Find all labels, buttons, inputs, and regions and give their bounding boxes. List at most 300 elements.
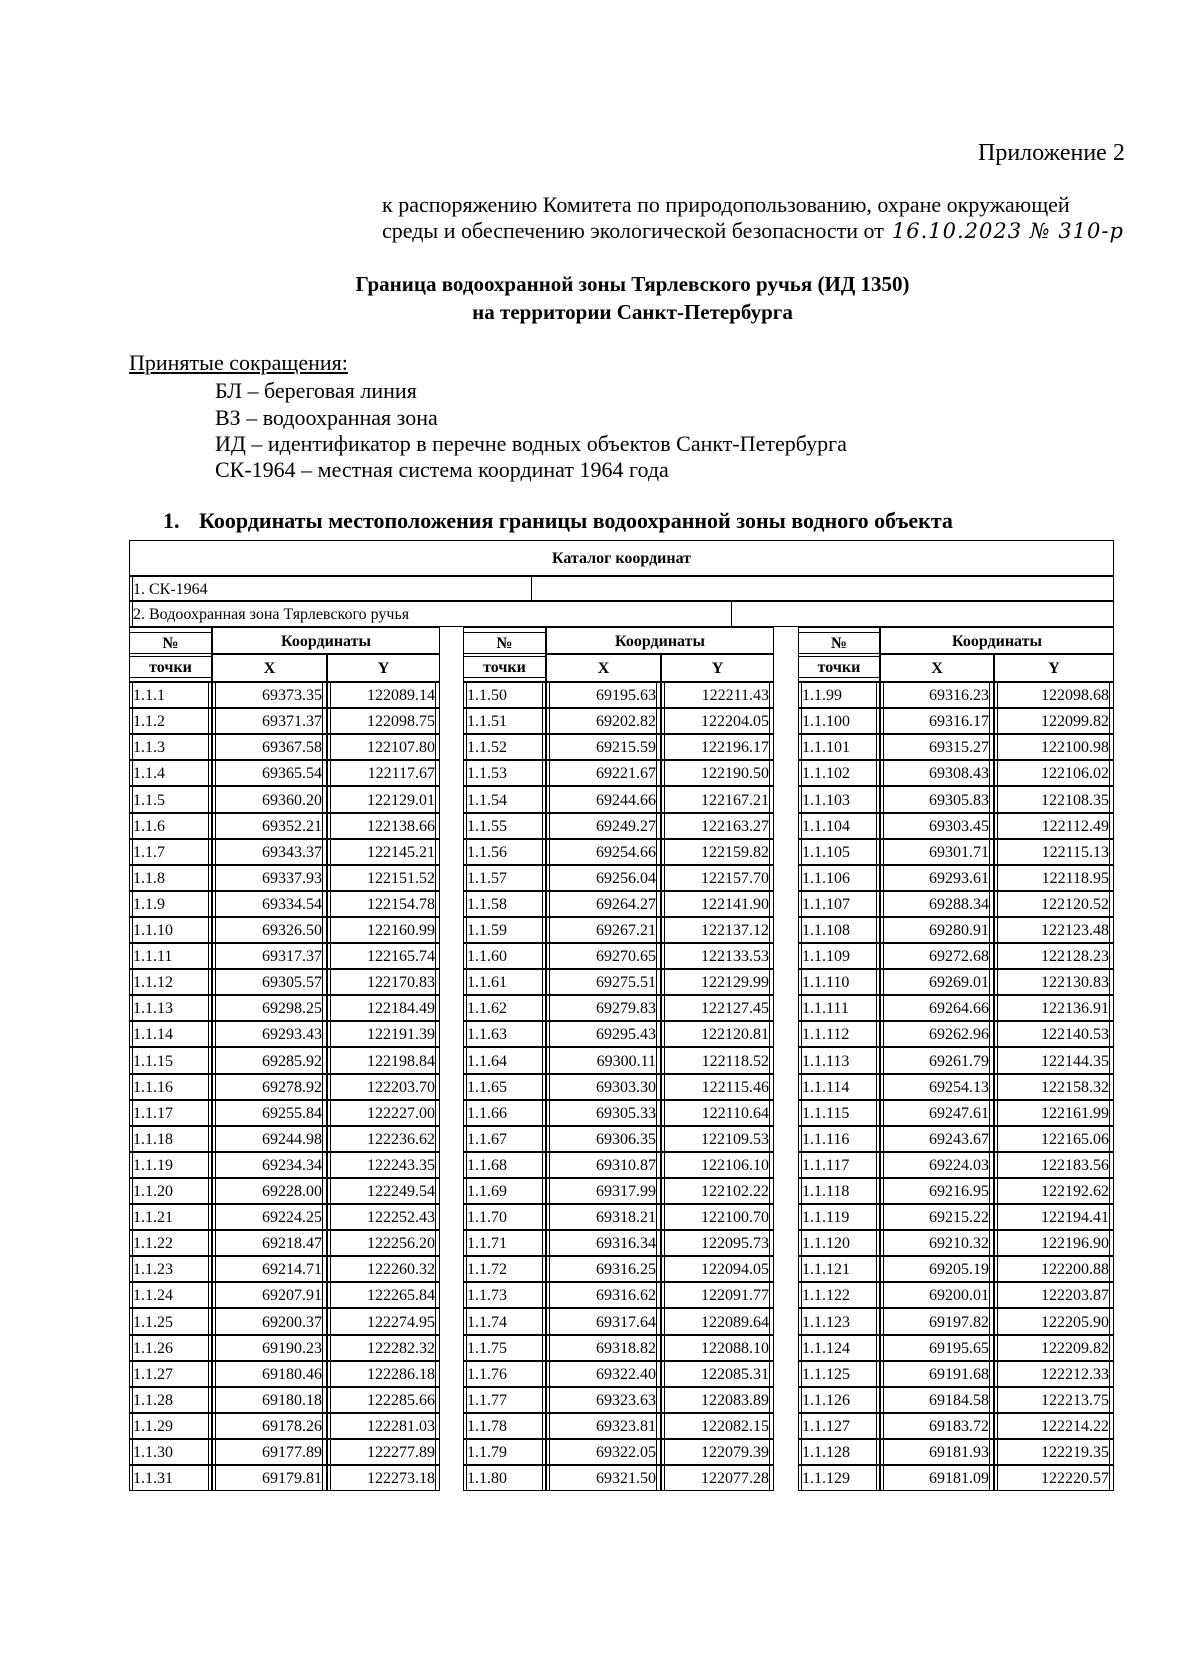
point-id: 1.1.12 (132, 969, 209, 995)
header-point-label: точки (129, 656, 212, 678)
x-coordinate: 69270.65 (549, 943, 657, 969)
y-coordinate: 122110.64 (664, 1100, 770, 1126)
point-id: 1.1.6 (132, 813, 209, 839)
point-id: 1.1.65 (466, 1074, 543, 1100)
y-coordinate: 122196.17 (664, 734, 770, 760)
point-id: 1.1.10 (132, 917, 209, 943)
point-id: 1.1.55 (466, 813, 543, 839)
x-coordinate: 69215.22 (883, 1204, 990, 1230)
y-coordinate: 122082.15 (664, 1413, 770, 1439)
x-coordinate: 69269.01 (883, 969, 990, 995)
x-coordinate: 69177.89 (215, 1439, 323, 1465)
y-coordinate: 122136.91 (997, 995, 1110, 1021)
point-id: 1.1.72 (466, 1256, 543, 1282)
handwritten-date: 16.10.2023 № 310-р (891, 219, 1124, 243)
x-coordinate: 69310.87 (549, 1152, 657, 1178)
x-coordinate: 69183.72 (883, 1413, 990, 1439)
x-coordinate: 69316.25 (549, 1256, 657, 1282)
y-coordinate: 122118.95 (997, 865, 1110, 891)
x-coordinate: 69243.67 (883, 1126, 990, 1152)
point-id: 1.1.68 (466, 1152, 543, 1178)
point-id: 1.1.120 (801, 1230, 877, 1256)
y-coordinate: 122161.99 (997, 1100, 1110, 1126)
point-id: 1.1.110 (801, 969, 877, 995)
y-coordinate: 122256.20 (330, 1230, 436, 1256)
x-coordinate: 69180.46 (215, 1361, 323, 1387)
document-title-line-1: Граница водоохранной зоны Тярлевского ручья (ИД 1350) (355, 272, 910, 296)
x-coordinate: 69300.11 (549, 1047, 657, 1074)
x-coordinate: 69179.81 (215, 1465, 323, 1491)
y-coordinate: 122204.05 (664, 708, 770, 734)
y-coordinate: 122144.35 (997, 1047, 1110, 1074)
x-coordinate: 69256.04 (549, 865, 657, 891)
header-x: X (212, 654, 327, 682)
x-coordinate: 69254.66 (549, 839, 657, 865)
y-coordinate: 122129.01 (330, 786, 436, 813)
point-id: 1.1.13 (132, 995, 209, 1021)
y-coordinate: 122281.03 (330, 1413, 436, 1439)
y-coordinate: 122265.84 (330, 1282, 436, 1308)
header-coordinates: Координаты (880, 627, 1114, 654)
point-id: 1.1.78 (466, 1413, 543, 1439)
point-id: 1.1.66 (466, 1100, 543, 1126)
y-coordinate: 122089.14 (330, 682, 436, 708)
point-id: 1.1.30 (132, 1439, 209, 1465)
point-id: 1.1.15 (132, 1047, 209, 1074)
point-id: 1.1.79 (466, 1439, 543, 1465)
y-coordinate: 122260.32 (330, 1256, 436, 1282)
x-coordinate: 69352.21 (215, 813, 323, 839)
abbreviation-item: БЛ – береговая линия (215, 378, 417, 403)
point-id: 1.1.70 (466, 1204, 543, 1230)
x-coordinate: 69195.63 (549, 682, 657, 708)
y-coordinate: 122102.22 (664, 1178, 770, 1204)
y-coordinate: 122282.32 (330, 1335, 436, 1361)
point-id: 1.1.100 (801, 708, 877, 734)
point-id: 1.1.67 (466, 1126, 543, 1152)
y-coordinate: 122128.23 (997, 943, 1110, 969)
x-coordinate: 69303.45 (883, 813, 990, 839)
x-coordinate: 69180.18 (215, 1387, 323, 1413)
x-coordinate: 69181.09 (883, 1465, 990, 1491)
point-id: 1.1.57 (466, 865, 543, 891)
y-coordinate: 122191.39 (330, 1021, 436, 1047)
y-coordinate: 122183.56 (997, 1152, 1110, 1178)
point-id: 1.1.2 (132, 708, 209, 734)
y-coordinate: 122154.78 (330, 891, 436, 917)
x-coordinate: 69264.66 (883, 995, 990, 1021)
point-id: 1.1.7 (132, 839, 209, 865)
point-id: 1.1.102 (801, 760, 877, 786)
point-id: 1.1.11 (132, 943, 209, 969)
y-coordinate: 122123.48 (997, 917, 1110, 943)
header-no-symbol: № (798, 632, 880, 654)
x-coordinate: 69321.50 (549, 1465, 657, 1491)
y-coordinate: 122249.54 (330, 1178, 436, 1204)
point-id: 1.1.127 (801, 1413, 877, 1439)
y-coordinate: 122118.52 (664, 1047, 770, 1074)
x-coordinate: 69207.91 (215, 1282, 323, 1308)
x-coordinate: 69190.23 (215, 1335, 323, 1361)
x-coordinate: 69224.03 (883, 1152, 990, 1178)
x-coordinate: 69316.62 (549, 1282, 657, 1308)
y-coordinate: 122167.21 (664, 786, 770, 813)
x-coordinate: 69373.35 (215, 682, 323, 708)
point-id: 1.1.71 (466, 1230, 543, 1256)
x-coordinate: 69228.00 (215, 1178, 323, 1204)
x-coordinate: 69197.82 (883, 1308, 990, 1335)
point-id: 1.1.56 (466, 839, 543, 865)
point-id: 1.1.51 (466, 708, 543, 734)
y-coordinate: 122109.53 (664, 1126, 770, 1152)
x-coordinate: 69323.81 (549, 1413, 657, 1439)
y-coordinate: 122108.35 (997, 786, 1110, 813)
point-id: 1.1.115 (801, 1100, 877, 1126)
y-coordinate: 122286.18 (330, 1361, 436, 1387)
x-coordinate: 69334.54 (215, 891, 323, 917)
point-id: 1.1.28 (132, 1387, 209, 1413)
point-id: 1.1.22 (132, 1230, 209, 1256)
y-coordinate: 122205.90 (997, 1308, 1110, 1335)
y-coordinate: 122100.98 (997, 734, 1110, 760)
x-coordinate: 69255.84 (215, 1100, 323, 1126)
x-coordinate: 69195.65 (883, 1335, 990, 1361)
y-coordinate: 122192.62 (997, 1178, 1110, 1204)
x-coordinate: 69200.01 (883, 1282, 990, 1308)
x-coordinate: 69295.43 (549, 1021, 657, 1047)
point-id: 1.1.50 (466, 682, 543, 708)
point-id: 1.1.99 (801, 682, 877, 708)
y-coordinate: 122095.73 (664, 1230, 770, 1256)
y-coordinate: 122117.67 (330, 760, 436, 786)
y-coordinate: 122079.39 (664, 1439, 770, 1465)
point-id: 1.1.113 (801, 1047, 877, 1074)
x-coordinate: 69205.19 (883, 1256, 990, 1282)
y-coordinate: 122200.88 (997, 1256, 1110, 1282)
point-id: 1.1.129 (801, 1465, 877, 1491)
point-id: 1.1.14 (132, 1021, 209, 1047)
x-coordinate: 69267.21 (549, 917, 657, 943)
x-coordinate: 69308.43 (883, 760, 990, 786)
y-coordinate: 122115.46 (664, 1074, 770, 1100)
x-coordinate: 69367.58 (215, 734, 323, 760)
y-coordinate: 122196.90 (997, 1230, 1110, 1256)
x-coordinate: 69323.63 (549, 1387, 657, 1413)
x-coordinate: 69210.32 (883, 1230, 990, 1256)
point-id: 1.1.101 (801, 734, 877, 760)
x-coordinate: 69244.98 (215, 1126, 323, 1152)
point-id: 1.1.126 (801, 1387, 877, 1413)
y-coordinate: 122212.33 (997, 1361, 1110, 1387)
header-no-symbol: № (463, 632, 546, 654)
y-coordinate: 122088.10 (664, 1335, 770, 1361)
x-coordinate: 69343.37 (215, 839, 323, 865)
header-y: Y (327, 654, 440, 682)
x-coordinate: 69264.27 (549, 891, 657, 917)
y-coordinate: 122133.53 (664, 943, 770, 969)
y-coordinate: 122211.43 (664, 682, 770, 708)
y-coordinate: 122083.89 (664, 1387, 770, 1413)
coordinate-system: 1. СК-1964 (132, 576, 532, 601)
y-coordinate: 122165.06 (997, 1126, 1110, 1152)
point-id: 1.1.5 (132, 786, 209, 813)
point-id: 1.1.17 (132, 1100, 209, 1126)
x-coordinate: 69303.30 (549, 1074, 657, 1100)
point-id: 1.1.1 (132, 682, 209, 708)
point-id: 1.1.8 (132, 865, 209, 891)
point-id: 1.1.80 (466, 1465, 543, 1491)
y-coordinate: 122184.49 (330, 995, 436, 1021)
y-coordinate: 122106.02 (997, 760, 1110, 786)
x-coordinate: 69278.92 (215, 1074, 323, 1100)
y-coordinate: 122227.00 (330, 1100, 436, 1126)
header-no-symbol: № (129, 632, 212, 654)
point-id: 1.1.114 (801, 1074, 877, 1100)
y-coordinate: 122157.70 (664, 865, 770, 891)
point-id: 1.1.123 (801, 1308, 877, 1335)
y-coordinate: 122138.66 (330, 813, 436, 839)
x-coordinate: 69315.27 (883, 734, 990, 760)
y-coordinate: 122158.32 (997, 1074, 1110, 1100)
x-coordinate: 69247.61 (883, 1100, 990, 1126)
y-coordinate: 122137.12 (664, 917, 770, 943)
y-coordinate: 122170.83 (330, 969, 436, 995)
point-id: 1.1.16 (132, 1074, 209, 1100)
point-id: 1.1.124 (801, 1335, 877, 1361)
x-coordinate: 69305.83 (883, 786, 990, 813)
x-coordinate: 69178.26 (215, 1413, 323, 1439)
y-coordinate: 122145.21 (330, 839, 436, 865)
x-coordinate: 69317.64 (549, 1308, 657, 1335)
order-reference-text: среды и обеспечению экологической безопасности от (382, 218, 884, 243)
y-coordinate: 122165.74 (330, 943, 436, 969)
point-id: 1.1.128 (801, 1439, 877, 1465)
header-coordinates: Координаты (212, 627, 440, 654)
x-coordinate: 69191.68 (883, 1361, 990, 1387)
header-coordinates: Координаты (546, 627, 774, 654)
x-coordinate: 69262.96 (883, 1021, 990, 1047)
point-id: 1.1.61 (466, 969, 543, 995)
x-coordinate: 69318.21 (549, 1204, 657, 1230)
point-id: 1.1.29 (132, 1413, 209, 1439)
header-y: Y (661, 654, 774, 682)
x-coordinate: 69215.59 (549, 734, 657, 760)
point-id: 1.1.31 (132, 1465, 209, 1491)
header-point-label: точки (798, 656, 880, 678)
abbreviation-item: ИД – идентификатор в перечне водных объектов Санкт-Петербурга (215, 431, 847, 456)
point-id: 1.1.21 (132, 1204, 209, 1230)
y-coordinate: 122120.81 (664, 1021, 770, 1047)
y-coordinate: 122203.70 (330, 1074, 436, 1100)
point-id: 1.1.112 (801, 1021, 877, 1047)
x-coordinate: 69306.35 (549, 1126, 657, 1152)
x-coordinate: 69322.05 (549, 1439, 657, 1465)
y-coordinate: 122190.50 (664, 760, 770, 786)
order-reference-line-1: к распоряжению Комитета по природопользованию, охране окружающей (382, 192, 1070, 217)
x-coordinate: 69216.95 (883, 1178, 990, 1204)
x-coordinate: 69200.37 (215, 1308, 323, 1335)
point-id: 1.1.20 (132, 1178, 209, 1204)
y-coordinate: 122077.28 (664, 1465, 770, 1491)
y-coordinate: 122220.57 (997, 1465, 1110, 1491)
point-id: 1.1.104 (801, 813, 877, 839)
x-coordinate: 69288.34 (883, 891, 990, 917)
point-id: 1.1.109 (801, 943, 877, 969)
y-coordinate: 122194.41 (997, 1204, 1110, 1230)
y-coordinate: 122285.66 (330, 1387, 436, 1413)
y-coordinate: 122151.52 (330, 865, 436, 891)
abbreviation-item: СК-1964 – местная система координат 1964 года (215, 457, 669, 482)
point-id: 1.1.122 (801, 1282, 877, 1308)
point-id: 1.1.63 (466, 1021, 543, 1047)
x-coordinate: 69337.93 (215, 865, 323, 891)
x-coordinate: 69305.57 (215, 969, 323, 995)
y-coordinate: 122127.45 (664, 995, 770, 1021)
x-coordinate: 69293.61 (883, 865, 990, 891)
point-id: 1.1.26 (132, 1335, 209, 1361)
x-coordinate: 69280.91 (883, 917, 990, 943)
y-coordinate: 122091.77 (664, 1282, 770, 1308)
y-coordinate: 122214.22 (997, 1413, 1110, 1439)
y-coordinate: 122141.90 (664, 891, 770, 917)
x-coordinate: 69184.58 (883, 1387, 990, 1413)
y-coordinate: 122219.35 (997, 1439, 1110, 1465)
point-id: 1.1.53 (466, 760, 543, 786)
x-coordinate: 69272.68 (883, 943, 990, 969)
y-coordinate: 122106.10 (664, 1152, 770, 1178)
point-id: 1.1.107 (801, 891, 877, 917)
y-coordinate: 122160.99 (330, 917, 436, 943)
x-coordinate: 69202.82 (549, 708, 657, 734)
zone-name: 2. Водоохранная зона Тярлевского ручья (132, 601, 732, 627)
x-coordinate: 69293.43 (215, 1021, 323, 1047)
y-coordinate: 122089.64 (664, 1308, 770, 1335)
point-id: 1.1.77 (466, 1387, 543, 1413)
catalog-title: Каталог координат (129, 540, 1114, 576)
point-id: 1.1.103 (801, 786, 877, 813)
y-coordinate: 122252.43 (330, 1204, 436, 1230)
point-id: 1.1.125 (801, 1361, 877, 1387)
document-title-line-2: на территории Санкт-Петербурга (472, 300, 793, 324)
point-id: 1.1.64 (466, 1047, 543, 1074)
header-x: X (546, 654, 661, 682)
x-coordinate: 69360.20 (215, 786, 323, 813)
x-coordinate: 69218.47 (215, 1230, 323, 1256)
x-coordinate: 69224.25 (215, 1204, 323, 1230)
x-coordinate: 69285.92 (215, 1047, 323, 1074)
x-coordinate: 69214.71 (215, 1256, 323, 1282)
point-id: 1.1.3 (132, 734, 209, 760)
point-id: 1.1.52 (466, 734, 543, 760)
x-coordinate: 69249.27 (549, 813, 657, 839)
y-coordinate: 122099.82 (997, 708, 1110, 734)
point-id: 1.1.116 (801, 1126, 877, 1152)
y-coordinate: 122236.62 (330, 1126, 436, 1152)
x-coordinate: 69371.37 (215, 708, 323, 734)
abbreviation-item: ВЗ – водоохранная зона (215, 405, 438, 430)
y-coordinate: 122209.82 (997, 1335, 1110, 1361)
x-coordinate: 69181.93 (883, 1439, 990, 1465)
x-coordinate: 69275.51 (549, 969, 657, 995)
header-point-label: точки (463, 656, 546, 678)
point-id: 1.1.19 (132, 1152, 209, 1178)
appendix-label: Приложение 2 (978, 140, 1125, 166)
point-id: 1.1.62 (466, 995, 543, 1021)
x-coordinate: 69234.34 (215, 1152, 323, 1178)
y-coordinate: 122107.80 (330, 734, 436, 760)
point-id: 1.1.117 (801, 1152, 877, 1178)
y-coordinate: 122273.18 (330, 1465, 436, 1491)
point-id: 1.1.54 (466, 786, 543, 813)
point-id: 1.1.75 (466, 1335, 543, 1361)
y-coordinate: 122277.89 (330, 1439, 436, 1465)
x-coordinate: 69301.71 (883, 839, 990, 865)
point-id: 1.1.108 (801, 917, 877, 943)
point-id: 1.1.59 (466, 917, 543, 943)
point-id: 1.1.73 (466, 1282, 543, 1308)
y-coordinate: 122213.75 (997, 1387, 1110, 1413)
y-coordinate: 122112.49 (997, 813, 1110, 839)
point-id: 1.1.69 (466, 1178, 543, 1204)
point-id: 1.1.58 (466, 891, 543, 917)
y-coordinate: 122098.68 (997, 682, 1110, 708)
point-id: 1.1.106 (801, 865, 877, 891)
point-id: 1.1.27 (132, 1361, 209, 1387)
y-coordinate: 122198.84 (330, 1047, 436, 1074)
y-coordinate: 122115.13 (997, 839, 1110, 865)
x-coordinate: 69322.40 (549, 1361, 657, 1387)
y-coordinate: 122100.70 (664, 1204, 770, 1230)
section-number: 1. (163, 508, 180, 533)
point-id: 1.1.60 (466, 943, 543, 969)
x-coordinate: 69365.54 (215, 760, 323, 786)
x-coordinate: 69244.66 (549, 786, 657, 813)
point-id: 1.1.74 (466, 1308, 543, 1335)
x-coordinate: 69326.50 (215, 917, 323, 943)
x-coordinate: 69221.67 (549, 760, 657, 786)
x-coordinate: 69318.82 (549, 1335, 657, 1361)
y-coordinate: 122129.99 (664, 969, 770, 995)
point-id: 1.1.76 (466, 1361, 543, 1387)
y-coordinate: 122120.52 (997, 891, 1110, 917)
header-y: Y (994, 654, 1114, 682)
y-coordinate: 122085.31 (664, 1361, 770, 1387)
y-coordinate: 122243.35 (330, 1152, 436, 1178)
y-coordinate: 122094.05 (664, 1256, 770, 1282)
point-id: 1.1.121 (801, 1256, 877, 1282)
x-coordinate: 69316.34 (549, 1230, 657, 1256)
y-coordinate: 122163.27 (664, 813, 770, 839)
point-id: 1.1.24 (132, 1282, 209, 1308)
point-id: 1.1.18 (132, 1126, 209, 1152)
x-coordinate: 69317.99 (549, 1178, 657, 1204)
point-id: 1.1.119 (801, 1204, 877, 1230)
header-x: X (880, 654, 994, 682)
y-coordinate: 122159.82 (664, 839, 770, 865)
point-id: 1.1.118 (801, 1178, 877, 1204)
x-coordinate: 69305.33 (549, 1100, 657, 1126)
point-id: 1.1.25 (132, 1308, 209, 1335)
y-coordinate: 122274.95 (330, 1308, 436, 1335)
point-id: 1.1.4 (132, 760, 209, 786)
x-coordinate: 69254.13 (883, 1074, 990, 1100)
x-coordinate: 69279.83 (549, 995, 657, 1021)
section-title: Координаты местоположения границы водоохранной зоны водного объекта (199, 508, 953, 533)
y-coordinate: 122203.87 (997, 1282, 1110, 1308)
abbreviations-heading: Принятые сокращения: (129, 350, 348, 375)
y-coordinate: 122140.53 (997, 1021, 1110, 1047)
point-id: 1.1.23 (132, 1256, 209, 1282)
